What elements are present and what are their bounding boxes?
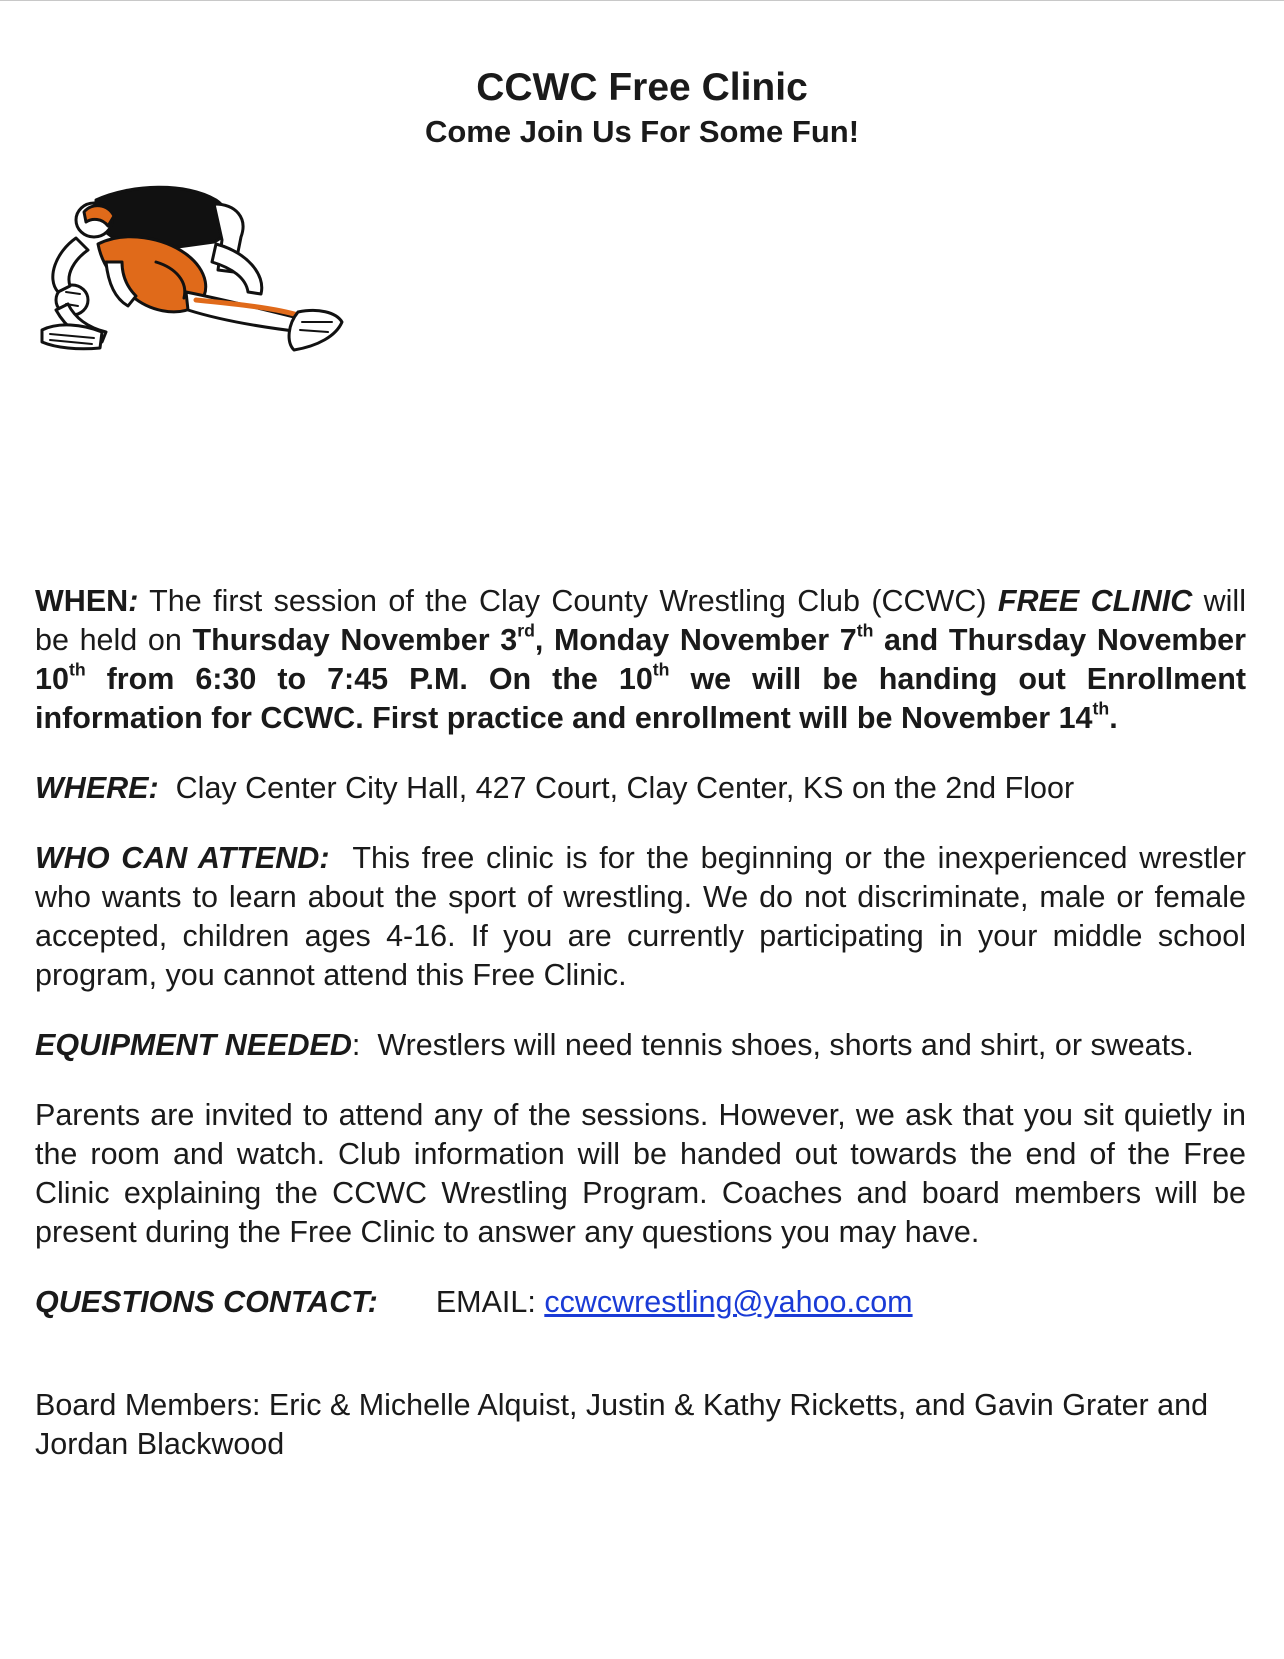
equipment-paragraph: EQUIPMENT NEEDED: Wrestlers will need tennis shoes, shorts and shirt, or sweats.: [35, 1028, 1194, 1062]
email-label: EMAIL:: [435, 1285, 545, 1319]
page-title: CCWC Free Clinic: [476, 66, 808, 109]
questions-label: QUESTIONS CONTACT:: [35, 1285, 378, 1319]
where-text: Clay Center City Hall, 427 Court, Clay Center, KS on the 2nd Floor: [175, 771, 1075, 805]
parents-paragraph: Parents are invited to attend any of the sessions. However, we ask that you sit quietly in the room and watch. Club information will be handed out towards the end of the Free Clinic explaining the CCWC Wrestling Program. Coaches and board members will be present during the Free Clinic to answer any questions you may have.: [35, 1098, 1246, 1249]
who-text: This free clinic is for the beginning or the inexperienced wrestler who wants to learn about the sport of wrestling. We do not discriminate, male or female accepted, children ages 4-16. If you are currently participating in your middle school program, you cannot attend this Free Clinic.: [35, 841, 1246, 992]
clinic-details: [35, 584, 1247, 1464]
when-paragraph: WHEN: The first session of the Clay County Wrestling Club (CCWC) FREE CLINIC will be held on Thursday November 3rd, Monday November 7th and Thursday November 10th from 6:30 to 7:45 P.M. On the 10th we will be handing out Enrollment information for CCWC. First practice and enrollment will be November 14th.: [35, 584, 1247, 735]
equipment-text: Wrestlers will need tennis shoes, shorts and shirt, or sweats.: [377, 1028, 1194, 1062]
who-paragraph: [35, 839, 1246, 995]
page-subtitle: Come Join Us For Some Fun!: [424, 114, 860, 149]
board-members: Board Members: Eric & Michelle Alquist, Justin & Kathy Ricketts, and Gavin Grater and Jordan Blackwood: [35, 1388, 1209, 1461]
equipment-label: EQUIPMENT NEEDED: [35, 1028, 352, 1062]
wrestlers-illustration: [36, 182, 366, 382]
questions-paragraph: [35, 1283, 1246, 1322]
session-dates: Thursday November 3rd, Monday November 7th and Thursday November 10th from 6:30 to 7:45 P.M. On the 10th we will be handing out Enrollment information for CCWC. First practice and enrollment will be November 14th.: [35, 620, 1247, 735]
where-paragraph: [35, 769, 1246, 808]
where-label: WHERE:: [35, 771, 159, 805]
top-divider: [0, 0, 1284, 1]
when-label: WHEN: [35, 584, 129, 618]
free-clinic-emphasis: FREE CLINIC: [997, 584, 1193, 618]
who-label: WHO CAN ATTEND:: [35, 841, 330, 875]
email-link[interactable]: ccwcwrestling@yahoo.com: [544, 1285, 913, 1319]
